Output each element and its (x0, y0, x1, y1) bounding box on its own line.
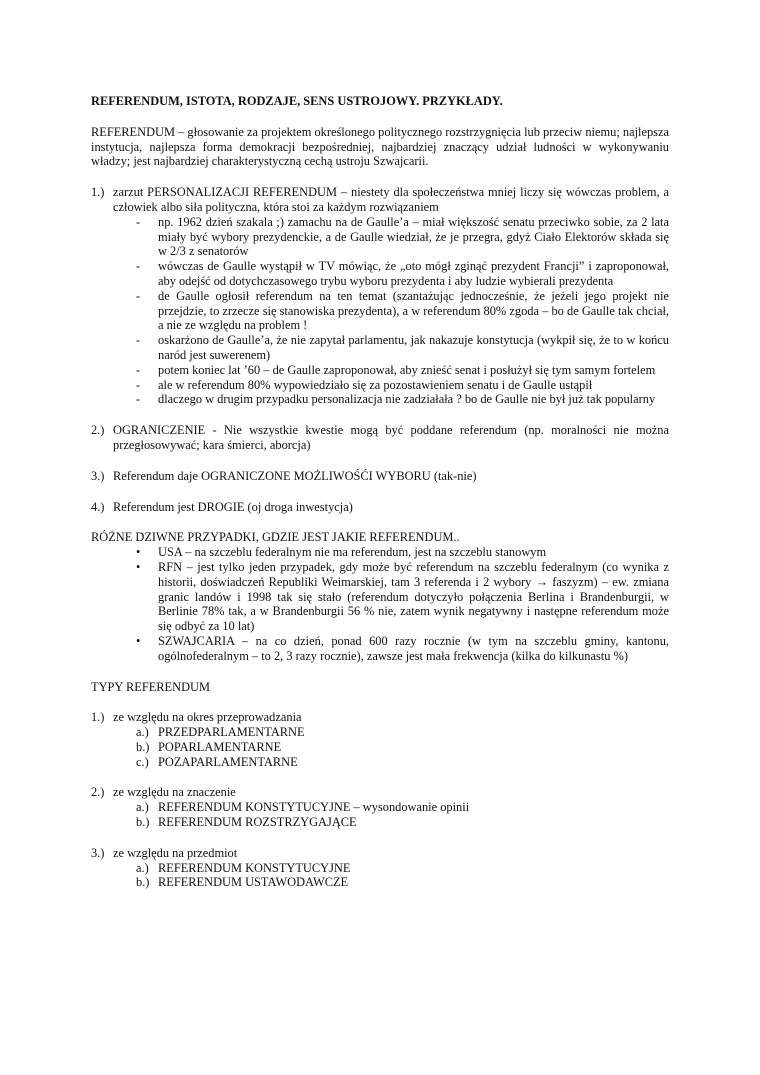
cases-section (91, 530, 669, 663)
point-text: Referendum daje OGRANICZONE MOŻLIWOŚĆI WYBORU (tak-nie) (113, 468, 477, 483)
sub-item: a.) PRZEDPARLAMENTARNE (136, 725, 305, 740)
document-title: REFERENDUM, ISTOTA, RODZAJE, SENS USTROJOWY. PRZYKŁADY. (91, 94, 503, 108)
bullet-marker: • (136, 545, 141, 560)
point-text: Referendum jest DROGIE (oj droga inwestycja) (113, 499, 353, 514)
point-text: zarzut PERSONALIZACJI REFERENDUM – niestety dla społeczeństwa mniej liczy się wówczas problem, a człowiek albo siła polityczna, która stoi za każdym rozwiązaniem (113, 185, 669, 214)
point-text: OGRANICZENIE - Nie wszystkie kwestie mogą być poddane referendum (np. moralności nie można przegłosowywać; kara śmierci, aborcja) (113, 423, 669, 452)
dash-item: - dlaczego w drugim przypadku personalizacja nie zadziałała ? bo de Gaulle nie był już tak popularny (136, 392, 656, 407)
sub-item: b.) REFERENDUM USTAWODAWCZE (136, 875, 349, 890)
type-group-1: 1.) ze względu na okres przeprowadzania a.) PRZEDPARLAMENTARNE b.) POPARLAMENTARNE c.) POZAPARLAMENTARNE (91, 710, 669, 769)
point-3 (91, 469, 669, 484)
point-number: 3.) (91, 468, 105, 483)
dash-item: - potem koniec lat ’60 – de Gaulle zaproponował, aby znieść senat i posłużył się tym samym fortelem (136, 362, 656, 377)
sub-item: a.) REFERENDUM KONSTYTUCYJNE – wysondowanie opinii (136, 800, 470, 815)
dash-item: - oskarżono de Gaulle’a, że nie zapytał parlamentu, jak nakazuje konstytucja (wykpił się, że to w końcu naród jest suwerenem) (136, 333, 669, 362)
bullet-item: • USA – na szczeblu federalnym nie ma referendum, jest na szczeblu stanowym (136, 545, 547, 560)
dash-item: - ale w referendum 80% wypowiedziało się za pozostawieniem senatu i de Gaulle ustąpił (136, 377, 593, 392)
sub-item: b.) REFERENDUM ROZSTRZYGAJĄCE (136, 815, 357, 830)
point-number: 4.) (91, 499, 105, 514)
dash-item: - np. 1962 dzień szakala ;) zamachu na de Gaulle’a – miał większość senatu przeciwko sobie, za 2 lata miały być wybory prezydenckie, a de Gaulle wiedział, że je przegra, gdyż Ciało Elektorów składa się w 2/3 z senatorów (136, 214, 669, 259)
point-2 (91, 423, 669, 453)
sub-item: b.) POPARLAMENTARNE (136, 739, 282, 754)
type-group-2: 2.) ze względu na znaczenie a.) REFERENDUM KONSTYTUCYJNE – wysondowanie opinii b.) REFERENDUM ROZSTRZYGAJĄCE (91, 785, 669, 829)
point-number: 2.) (91, 423, 105, 438)
cases-heading: RÓŻNE DZIWNE PRZYPADKI, GDZIE JEST JAKIE REFERENDUM.. (91, 530, 460, 545)
document-page (91, 94, 669, 906)
bullet-marker: • (136, 559, 141, 574)
bullet-item: • RFN – jest tylko jeden przypadek, gdy może być referendum na szczeblu federalnym (co wynika z historii, doświadczeń Republiki Weimarskiej, tam 3 referenda i 2 wybory → faszyzm) – ew. zmiana granic landów i 1998 tak się stało (referendum dotyczyło połączenia Berlina i Brandenburgii, w Berlinie 78% tak, a w Brandenburgii 56 % nie, zatem wynik negatywny i następne referendum może się odbyć za 10 lat) (136, 559, 669, 634)
bullet-item: • SZWAJCARIA – na co dzień, ponad 600 razy rocznie (w tym na szczeblu gminy, kantonu, ogólnofederalnym – to 2, 3 razy rocznie), zawsze jest mała frekwencja (kilka do kilkunastu %) (136, 633, 669, 663)
point-4 (91, 500, 669, 515)
sub-item: a.) REFERENDUM KONSTYTUCYJNE (136, 860, 351, 875)
type-group-3: 3.) ze względu na przedmiot a.) REFERENDUM KONSTYTUCYJNE b.) REFERENDUM USTAWODAWCZE (91, 846, 669, 890)
dash-item: - wówczas de Gaulle wystąpił w TV mówiąc, że „oto mógł zginąć prezydent Francji” i zaproponował, aby odejść od dotychczasowego trybu wyboru prezydenta i aby ludzie wybierali prezydenta (136, 259, 669, 288)
intro-paragraph: REFERENDUM – głosowanie za projektem określonego politycznego rozstrzygnięcia lub przeciw niemu; najlepsza instytucja, najlepsza forma demokracji bezpośredniej, najbardziej znaczący udział ludności w wykonywaniu władzy; jest najbardziej charakterystyczną cechą ustroju Szwajcarii. (91, 124, 669, 169)
point-1 (91, 185, 669, 407)
sub-item: c.) POZAPARLAMENTARNE (136, 754, 298, 769)
types-heading: TYPY REFERENDUM (91, 679, 210, 694)
dash-item: - de Gaulle ogłosił referendum na ten temat (szantażując jednocześnie, że jeżeli jego projekt nie przejdzie, to zrzecze się stanowiska prezydenta), a w referendum 80% zgoda – bo de Gaulle tak chciał, a nie ze względu na problem ! (136, 288, 669, 333)
point-number: 1.) (91, 185, 105, 200)
bullet-marker: • (136, 633, 141, 648)
